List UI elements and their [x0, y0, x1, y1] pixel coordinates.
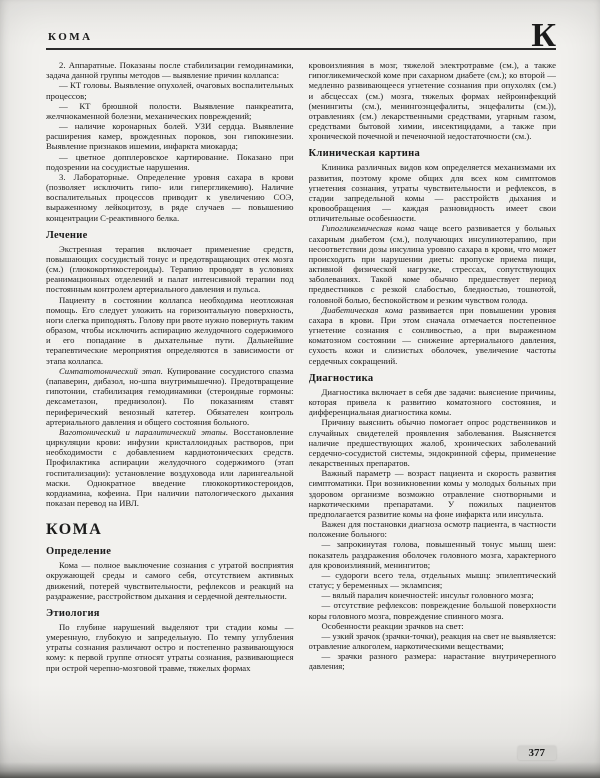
page-number: 377	[518, 746, 557, 760]
paragraph: Симпатотонический этап. Купирование сосудистого спазма (папаверин, дибазол, но-шпа внутримышечно). Предотвращение гипотонии, стабилизация гемодинамики (стероидные гормоны: дексаметазон, преднизолон). По показаниям ставят периферический венозный катетер. Обязателен контроль артериального давления и общего состояния больного.	[46, 365, 294, 427]
page-body	[46, 60, 556, 732]
section-heading: Клиническая картина	[308, 148, 421, 160]
paragraph: — вялый паралич конечностей: инсульт головного мозга;	[321, 590, 534, 601]
paragraph: Диагностика включает в себя две задачи: выяснение причины, которая привела к развитию коматозного состояния, и дифференциальная диагностика комы.	[308, 386, 556, 418]
paragraph-lead: Гипогликемическая кома	[321, 223, 420, 234]
paragraph: Гипогликемическая кома чаще всего развивается у больных сахарным диабетом (см.), получающих инсулинотерапию, при несоответствии дозы инсулина уровню сахара в крови, что может происходить при нарушении диеты: пропуске приема пищи, активной физической нагрузке, стрессах, сопутствующих заболеваниях. Такой коме обычно предшествует период предвестников с резкой слабостью, бледностью, тошнотой, головной болью, беспокойством и резким чувством голода.	[308, 223, 556, 305]
paragraph: Клиника различных видов ком определяется механизмами их развития, поэтому кроме общих для всех ком симптомов угнетения сознания, утраты чувствительности и рефлексов, в стадии запредельной комы — расстройств дыхания и кровообращения — каждая разновидность имеет свои отличительные особенности.	[308, 162, 556, 224]
paragraph: Кома — полное выключение сознания с утратой восприятия окружающей среды и самого себя, отсутствием активных движений, потерей чувствительности, рефлексов и реакций на раздражение, расстройством дыхания и сердечной деятельности.	[46, 560, 294, 601]
running-title: КОМА	[48, 31, 93, 43]
paragraph: Особенности реакции зрачков на свет:	[321, 620, 464, 631]
paragraph: 3. Лабораторные. Определение уровня сахара в крови (позволяет исключить гипо- или гипергликемию). Наличие воспалительных процессов приводит к увеличению СОЭ, выраженному лейкоцитозу, в ряде случаев — повышению концентрации С-реактивного белка.	[46, 171, 294, 223]
paragraph: — узкий зрачок (зрачки-точки), реакция на свет не выявляется: отравление алкоголем, наркотическими веществами;	[308, 630, 556, 652]
paragraph-lead: Симпатотонический этап.	[59, 365, 168, 376]
page-header	[46, 16, 556, 54]
section-heading: Этиология	[46, 607, 100, 619]
paragraph: 2. Аппаратные. Показаны после стабилизации гемодинамики, задача данной группы методов — выявление причин коллапса:	[46, 60, 294, 81]
paragraph: — наличие коронарных болей. УЗИ сердца. Выявление расширения камер, врожденных пороков, зон гипокинезии. Выявление признаков ишемии, инфаркта миокарда;	[46, 121, 294, 152]
paragraph: — судороги всего тела, отдельных мышц: эпилептический статус; у беременных — эклампсия;	[308, 569, 556, 591]
paragraph: По глубине нарушений выделяют три стадии комы — умеренную, глубокую и запредельную. По темпу углубления утраты сознания различают остро и постепенно развивающуюся кому: к первой группе относят утраты сознания, развивающиеся при острой черепно-мозговой травме, тяжелых формах	[46, 621, 294, 673]
paragraph: — КТ брюшной полости. Выявление панкреатита, желчнокаменной болезни, механических повреждений;	[46, 100, 294, 121]
paragraph: Ваготонический и паралитический этапы. Восстановление циркуляции крови: инфузии кристаллоидных растворов, при необходимости с добавлением кардиотонических средств. Профилактика аспирации желудочного содержимого (этап госпитализации): установление воздуховода или ларингеальной маски. Однократное введение глюкокортикостероидов, кордиамина, кофеина. При наличии патологического дыхания показан перевод на ИВЛ.	[46, 426, 294, 509]
section-heading: Определение	[46, 546, 112, 558]
chapter-letter: К	[531, 17, 556, 54]
paragraph-lead: Диабетическая кома	[321, 304, 410, 315]
paragraph: — цветное допплеровское картирование. Показано при подозрении на сосудистые нарушения.	[46, 151, 294, 172]
paragraph: Важный параметр — возраст пациента и скорость развития симптоматики. При возникновении комы у молодых больных при здоровом организме возможно отравление снотворными и наркотическими препаратами. У пожилых пациентов предполагается развитие комы на фоне инфаркта или инсульта.	[308, 468, 556, 519]
paragraph-lead: Ваготонический и паралитический этапы.	[59, 426, 234, 437]
paragraph: Пациенту в состоянии коллапса необходима неотложная помощь. Его следует уложить на горизонтальную поверхность, ноги слегка приподнять. Голову при рвоте нужно повернуть таким образом, чтобы исключить аспирацию желудочного содержимого и его попадание в дыхательные пути. Дальнейшие терапевтические мероприятия определяются в зависимости от этапа коллапса.	[46, 294, 294, 366]
paragraph: — зрачки разного размера: нарастание внутричерепного давления;	[308, 651, 556, 672]
paragraph: Причину выяснить обычно помогает опрос родственников и случайных свидетелей проявления заболевания. Выясняется наличие предшествующих жалоб, хронических заболеваний сердечно-сосудистой системы, эндокринной сферы, применение лекарственных препаратов.	[308, 417, 556, 469]
paragraph: — запрокинутая голова, повышенный тонус мышц шеи: показатель раздражения оболочек головного мозга, характерного для кровоизлияний, менингитов;	[308, 539, 556, 570]
paragraph: — отсутствие рефлексов: повреждение большой поверхности коры головного мозга, повреждение спинного мозга.	[308, 600, 556, 621]
article-title: КОМА	[46, 521, 103, 539]
paragraph: кровоизлияния в мозг, тяжелой электротравме (см.), а также гипогликемической коме при сахарном диабете (см.); ко второй — медленно развивающееся угнетение сознания при опухолях (см.) и абсцессах (см.) мозга, тяжелых формах нейроинфекций (менингиты (см.), менингоэнцефалиты, энцефалиты (см.)), отравлениях (см.) лекарственными средствами, угарным газом, средствами бытовой химии, инсектицидами, а также при хронической почечной и печеночной недостаточности (см.).	[308, 60, 556, 142]
section-heading: Лечение	[46, 229, 88, 241]
page-bottom-shadow	[0, 762, 600, 778]
section-heading: Диагностика	[308, 372, 374, 384]
paragraph: — КТ головы. Выявление опухолей, очаговых воспалительных процессов;	[46, 80, 294, 101]
paragraph: Важен для постановки диагноза осмотр пациента, в частности положение больного:	[308, 519, 556, 540]
paragraph: Экстренная терапия включает применение средств, повышающих сосудистый тонус и предотвращающих отек мозга (см.) (глюкокортикостероиды). Терапию проводят в условиях реанимационных отделений и палат интенсивной терапии под постоянным контролем артериального давления и пульса.	[46, 243, 294, 295]
paragraph: Диабетическая кома развивается при повышении уровня сахара в крови. При этом сначала отмечается постепенное угнетение сознания с сонливостью, а при выраженном коматозном состоянии — снижение артериального давления, сухость кожи и слизистых оболочек, увеличение частоты сердечных сокращений.	[308, 304, 556, 366]
page-footer	[46, 744, 556, 762]
column-right	[309, 60, 557, 732]
column-left	[46, 60, 294, 732]
